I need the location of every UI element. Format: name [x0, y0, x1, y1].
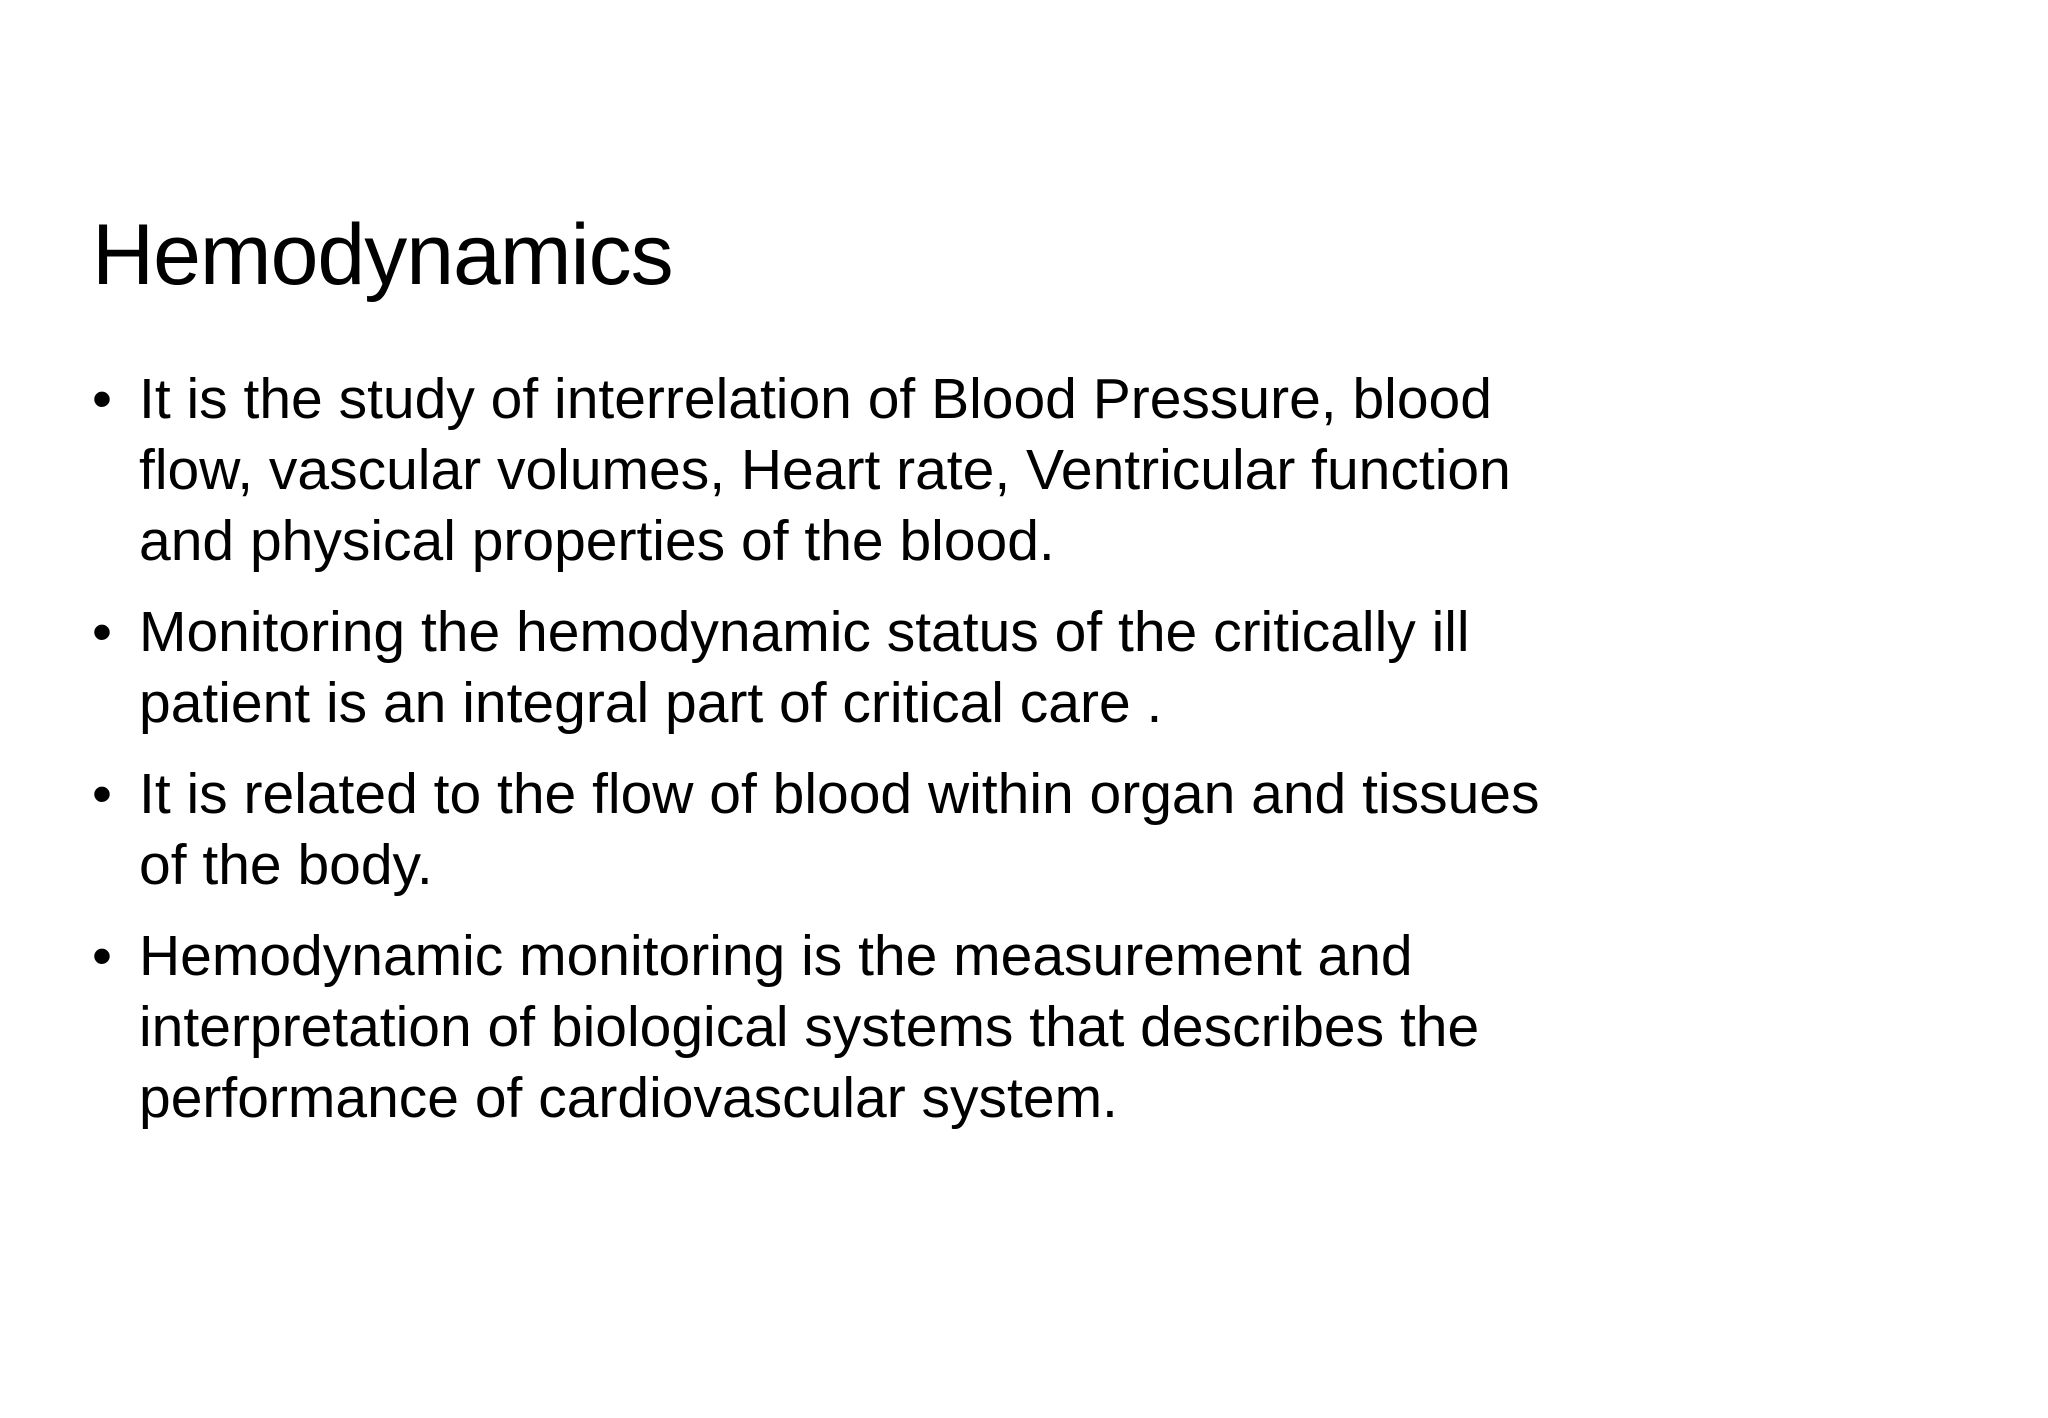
bullet-item: [92, 759, 1942, 901]
bullet-text: Monitoring the hemodynamic status of the critically ill patient is an integral part of critical care .: [139, 600, 1470, 735]
bullet-marker: •: [92, 367, 112, 431]
bullet-marker: •: [92, 924, 112, 988]
bullet-list: [92, 364, 1942, 1154]
bullet-item: [92, 364, 1942, 577]
slide-title: Hemodynamics: [92, 207, 673, 303]
bullet-marker: •: [92, 762, 112, 826]
bullet-marker: •: [92, 600, 112, 664]
bullet-text: It is the study of interrelation of Blood Pressure, blood flow, vascular volumes, Heart rate, Ventricular function and physical properties of the blood.: [139, 367, 1511, 573]
bullet-item: [92, 597, 1942, 739]
bullet-item: [92, 921, 1942, 1134]
bullet-text: It is related to the flow of blood within organ and tissues of the body.: [139, 762, 1540, 897]
bullet-text: Hemodynamic monitoring is the measurement and interpretation of biological systems that describes the performance of cardiovascular system.: [139, 924, 1480, 1130]
